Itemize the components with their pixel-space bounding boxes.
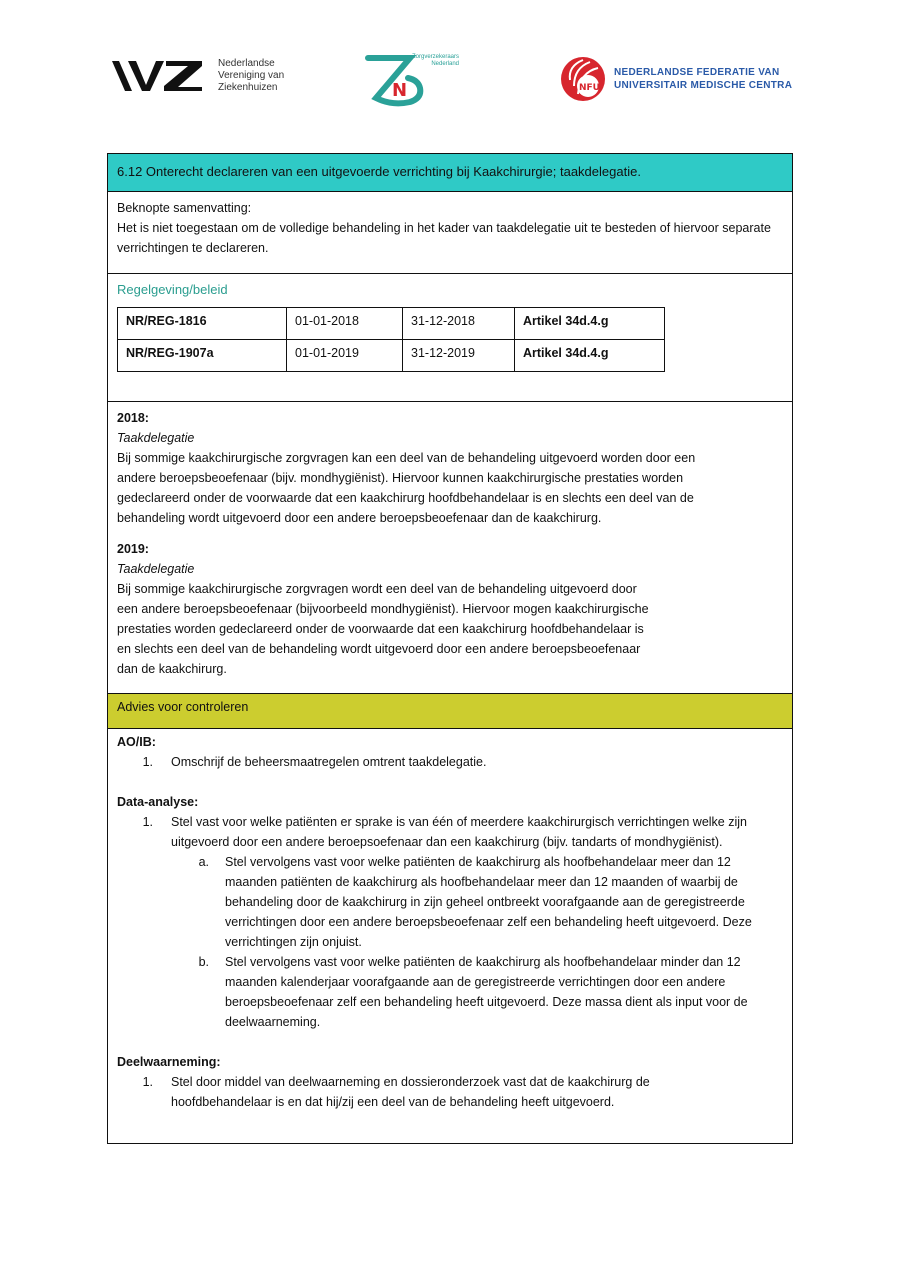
list-number: 1. (142, 755, 153, 769)
regulation-table (117, 307, 665, 372)
reg-end-date: 31-12-2018 (403, 308, 515, 340)
list-text: Stel vervolgens vast voor welke patiënten de kaakchirurg als hoofbehandelaar minder dan 12 maanden kalenderjaar voorafgaande aan de geregistreerde verrichtingen door een andere beroepsbeoefenaar zelf een behandeling heeft uitgevoerd. Deze massa dient als input voor de deelwaarneming. (225, 955, 748, 1029)
logo-bar (0, 52, 900, 112)
data-analyse-label: Data-analyse: (117, 795, 199, 809)
reg-start-date: 01-01-2019 (287, 340, 403, 372)
regulation-section (108, 274, 792, 402)
list-item (171, 852, 783, 952)
policy-years-section (108, 402, 792, 694)
nfu-name: NEDERLANDSE FEDERATIE VAN UNIVERSITAIR MEDISCHE CENTRA (614, 67, 793, 91)
year-text-line: dan de kaakchirurg. (117, 662, 227, 676)
list-item (117, 812, 783, 852)
aoib-label: AO/IB: (117, 735, 156, 749)
list-item (117, 752, 783, 772)
year-text-line: een andere beroepsbeoefenaar (bijvoorbeeld mondhygiënist). Hiervoor mogen kaakchirurgische (117, 602, 649, 616)
advies-heading: Advies voor controleren (108, 694, 792, 729)
year-text-line: Bij sommige kaakchirurgische zorgvragen wordt een deel van de behandeling uitgevoerd door (117, 582, 637, 596)
list-text: Stel vervolgens vast voor welke patiënten de kaakchirurg als hoofbehandelaar meer dan 12 maanden patiënten de kaakchirurg als hoofbehandelaar meer dan 12 maanden of waarbij de behandeling door de kaakchirurg in zijn geheel ontbreekt voorafgaande aan de geregistreerde verrichtingen door een andere beroepsbeoefenaar zelf een behandeling heeft uitgevoerd. Deze verrichtingen zijn onjuist. (225, 855, 752, 949)
year-text-line: Bij sommige kaakchirurgische zorgvragen kan een deel van de behandeling uitgevoerd worden door een (117, 451, 696, 465)
nvz-logo (112, 58, 284, 94)
nfu-mark-icon (560, 56, 606, 102)
reg-end-date: 31-12-2019 (403, 340, 515, 372)
list-number: b. (198, 955, 209, 969)
summary-section (108, 192, 792, 274)
list-number: 1. (142, 815, 153, 829)
reg-article: Artikel 34d.4.g (515, 340, 665, 372)
nfu-logo (560, 56, 792, 102)
list-item (117, 1072, 783, 1112)
list-item (171, 952, 783, 1032)
deelwaarneming-label: Deelwaarneming: (117, 1055, 221, 1069)
zn-name: Zorgverzekeraars Nederland (412, 54, 460, 67)
reg-code: NR/REG-1816 (118, 308, 287, 340)
reg-start-date: 01-01-2018 (287, 308, 403, 340)
year-text-line: en slechts een deel van de behandeling wordt uitgevoerd door een andere beroepsbeoefenaar (117, 642, 641, 656)
table-row (118, 308, 665, 340)
list-number: 1. (142, 1075, 153, 1089)
sub-list (117, 852, 783, 1032)
list-text: Omschrijf de beheersmaatregelen omtrent taakdelegatie. (171, 755, 487, 769)
list-text: Stel door middel van deelwaarneming en dossieronderzoek vast dat de kaakchirurg de hoofdbehandelaar is en dat hij/zij een deel van de behandeling heeft uitgevoerd. (171, 1075, 650, 1109)
advies-section (108, 729, 792, 1143)
list-text: Stel vast voor welke patiënten er sprake is van één of meerdere kaakchirurgisch verrichtingen welke zijn uitgevoerd door een andere beroepsoefenaar dan een kaakchirurg (bijv. tandarts of mondhygiënist). (171, 815, 747, 849)
summary-label: Beknopte samenvatting: (117, 201, 252, 215)
regulation-heading: Regelgeving/beleid (117, 282, 228, 297)
zn-logo (362, 52, 472, 108)
table-row (118, 340, 665, 372)
year-text-line: prestaties worden gedeclareerd onder de voorwaarde dat een kaakchirurg hoofdbehandelaar is (117, 622, 644, 636)
nvz-mark-icon (112, 59, 204, 93)
list-number: a. (198, 855, 209, 869)
year-subtitle: Taakdelegatie (117, 562, 195, 576)
summary-text: Het is niet toegestaan om de volledige behandeling in het kader van taakdelegatie uit te besteden of hiervoor separate verrichtingen te declareren. (117, 221, 771, 255)
reg-article: Artikel 34d.4.g (515, 308, 665, 340)
control-sheet (107, 153, 793, 1144)
nvz-name: Nederlandse Vereniging van Ziekenhuizen (218, 58, 285, 93)
section-title: 6.12 Onterecht declareren van een uitgevoerde verrichting bij Kaakchirurgie; taakdelegatie. (108, 154, 792, 192)
year-text-line: andere beroepsbeoefenaar (bijv. mondhygiënist). Hiervoor kunnen kaakchirurgische prestaties worden (117, 471, 684, 485)
year-text-line: behandeling wordt uitgevoerd door een andere beroepsbeoefenaar dan de kaakchirurg. (117, 511, 602, 525)
year-subtitle: Taakdelegatie (117, 431, 195, 445)
year-label: 2018: (117, 411, 149, 425)
svg-text:N: N (392, 80, 408, 101)
svg-text:NFU: NFU (579, 83, 600, 93)
reg-code: NR/REG-1907a (118, 340, 287, 372)
year-text-line: gedeclareerd onder de voorwaarde dat een kaakchirurg hoofdbehandelaar is en slechts een deel van de (117, 491, 694, 505)
year-label: 2019: (117, 542, 149, 556)
